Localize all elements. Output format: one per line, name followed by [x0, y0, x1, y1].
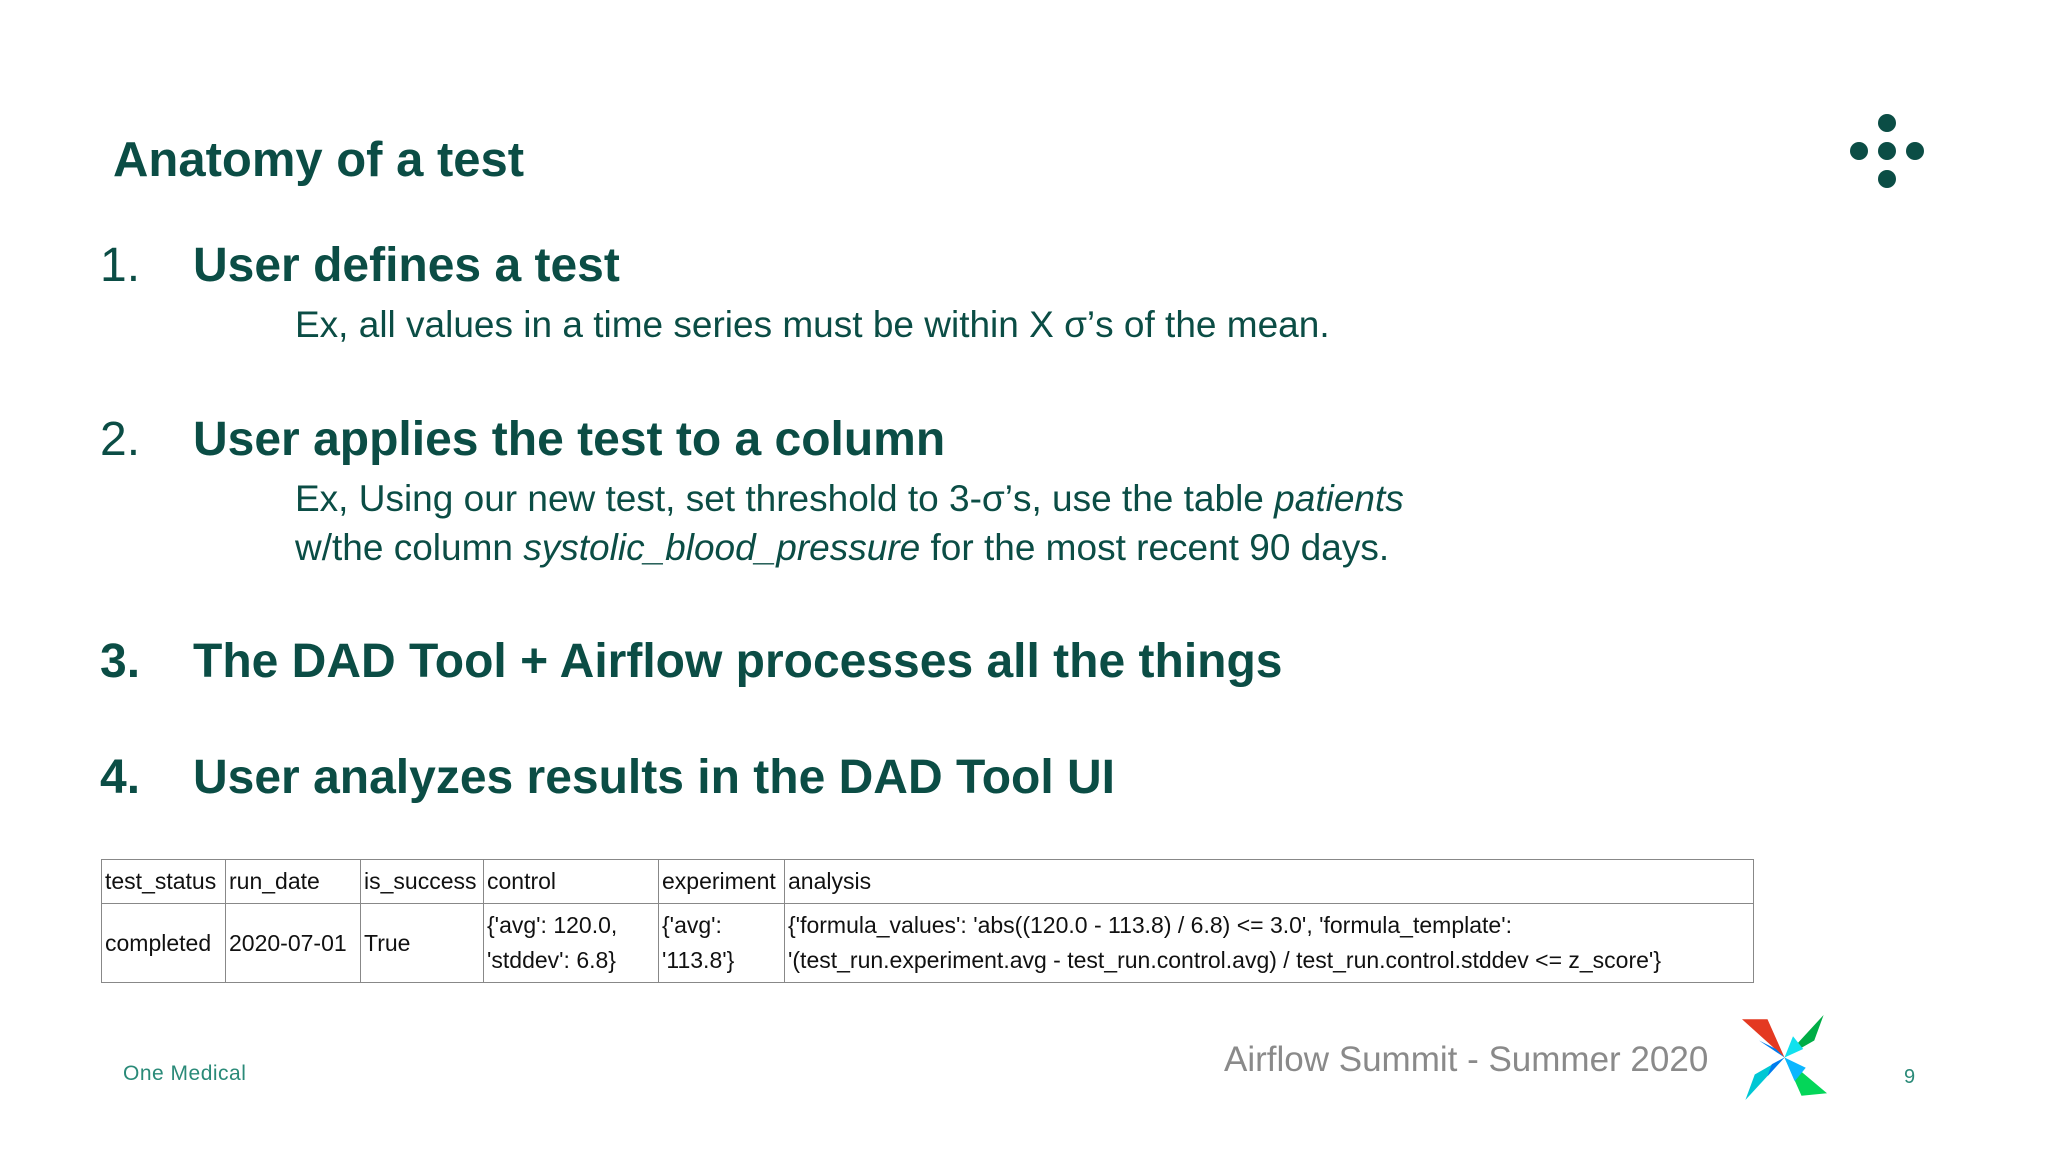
column-header: analysis — [785, 860, 1754, 904]
column-header: run_date — [226, 860, 361, 904]
description-text: Ex, all values in a time series must be within X σ’s of the mean. — [295, 304, 1330, 345]
cell-line: '(test_run.experiment.avg - test_run.control.avg) / test_run.control.stddev <= z_score'} — [788, 947, 1662, 973]
cell-control — [484, 904, 659, 983]
results-table — [101, 859, 1754, 983]
airflow-pinwheel-icon — [1742, 1015, 1827, 1100]
column-header: is_success — [361, 860, 484, 904]
list-item-title: User defines a test — [193, 239, 620, 292]
description-line-2 — [295, 523, 1404, 572]
cell-experiment — [659, 904, 785, 983]
column-header: test_status — [102, 860, 226, 904]
description-line-1 — [295, 474, 1404, 523]
column-name-emphasis: systolic_blood_pressure — [523, 527, 921, 568]
cell-line: 'stddev': 6.8} — [487, 947, 616, 973]
list-item-description — [295, 300, 1330, 349]
cell-test-status: completed — [102, 904, 226, 983]
list-item-title: User applies the test to a column — [193, 413, 946, 466]
cell-is-success: True — [361, 904, 484, 983]
table-name-emphasis: patients — [1274, 478, 1404, 519]
column-header: control — [484, 860, 659, 904]
table-header-row — [102, 860, 1754, 904]
description-text: w/the column — [295, 527, 524, 568]
cell-line: '113.8'} — [662, 947, 735, 973]
cell-line: {'formula_values': 'abs((120.0 - 113.8) / 6.8) <= 3.0', 'formula_template': — [788, 912, 1512, 938]
list-item-title: User analyzes results in the DAD Tool UI — [193, 751, 1116, 804]
footer-company: One Medical — [123, 1062, 247, 1085]
list-item-number: 3. — [100, 635, 141, 688]
table-row — [102, 904, 1754, 983]
list-item-description — [295, 474, 1404, 572]
dots-logo-icon — [1850, 114, 1924, 190]
slide-title: Anatomy of a test — [113, 133, 525, 187]
cell-line: {'avg': — [662, 912, 722, 938]
footer-event: Airflow Summit - Summer 2020 — [1224, 1040, 1709, 1079]
list-item-title: The DAD Tool + Airflow processes all the things — [193, 635, 1283, 688]
column-header: experiment — [659, 860, 785, 904]
cell-analysis — [785, 904, 1754, 983]
list-item-number: 2. — [100, 413, 141, 466]
cell-line: {'avg': 120.0, — [487, 912, 618, 938]
description-text: Ex, Using our new test, set threshold to 3-σ’s, use the table — [295, 478, 1275, 519]
cell-run-date: 2020-07-01 — [226, 904, 361, 983]
description-text: for the most recent 90 days. — [920, 527, 1390, 568]
list-item-number: 4. — [100, 751, 141, 804]
list-item-number: 1. — [100, 239, 141, 292]
page-number: 9 — [1904, 1066, 1916, 1088]
